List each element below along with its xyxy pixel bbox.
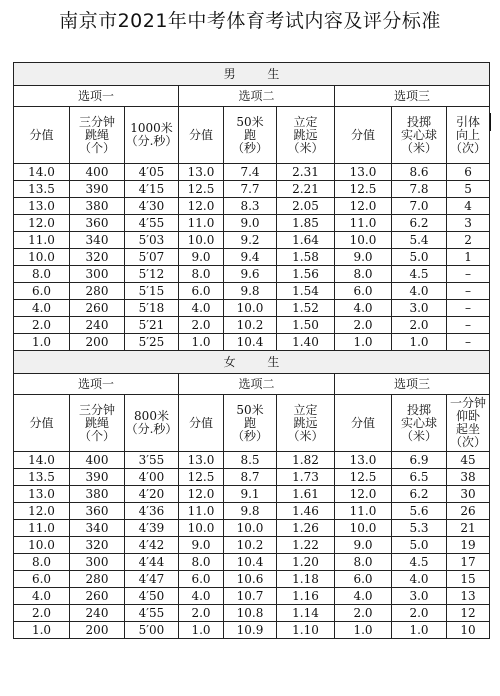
female-header-line: 实心球: [400, 415, 437, 430]
table-cell: 380: [70, 198, 125, 215]
table-cell: 3.0: [392, 588, 447, 605]
male-column-header: [447, 107, 490, 164]
table-cell: 13.0: [179, 164, 224, 181]
table-cell: 26: [447, 503, 490, 520]
table-row: [14, 571, 490, 588]
table-cell: 13.0: [14, 198, 70, 215]
female-section-label: 女 生: [223, 354, 294, 369]
table-cell: 400: [70, 452, 125, 469]
table-cell: 260: [70, 300, 125, 317]
table-cell: 9.0: [335, 249, 392, 266]
table-cell: 13.0: [179, 452, 224, 469]
table-cell: 1.16: [277, 588, 335, 605]
table-cell: 1.26: [277, 520, 335, 537]
female-options-row: [14, 374, 490, 395]
female-column-header: [392, 395, 447, 452]
table-cell: 240: [70, 605, 125, 622]
table-cell: 4.0: [392, 283, 447, 300]
table-cell: 2.0: [392, 317, 447, 334]
table-cell: 6.0: [335, 571, 392, 588]
table-cell: 8.6: [392, 164, 447, 181]
page-title: 南京市2021年中考体育考试内容及评分标准: [59, 10, 441, 32]
table-cell: 11.0: [335, 215, 392, 232]
female-header-line: （次）: [450, 435, 487, 449]
table-cell: 1.82: [277, 452, 335, 469]
male-section-title: [14, 63, 490, 86]
table-cell: 1.54: [277, 283, 335, 300]
table-cell: 2.05: [277, 198, 335, 215]
table-cell: 10.0: [14, 537, 70, 554]
male-header-line: 分值: [350, 127, 375, 142]
table-cell: 7.7: [224, 181, 277, 198]
female-header-line: 分值: [29, 415, 54, 430]
table-cell: 2: [447, 232, 490, 249]
table-row: [14, 486, 490, 503]
male-column-header: [125, 107, 179, 164]
table-cell: 1.14: [277, 605, 335, 622]
table-row: [14, 588, 490, 605]
male-options-row: [14, 86, 490, 107]
table-cell: 10.0: [179, 520, 224, 537]
female-header-line: 分值: [350, 415, 375, 430]
table-cell: 10: [447, 622, 490, 639]
table-cell: 5.4: [392, 232, 447, 249]
male-header-row: [14, 107, 490, 164]
table-row: [14, 503, 490, 520]
table-cell: 280: [70, 571, 125, 588]
female-header-line: 立定: [293, 402, 318, 417]
table-cell: 4′55: [125, 215, 179, 232]
table-row: [14, 164, 490, 181]
table-cell: 340: [70, 520, 125, 537]
table-cell: 13.5: [14, 181, 70, 198]
table-cell: 4′00: [125, 469, 179, 486]
table-cell: 2.0: [179, 605, 224, 622]
table-cell: 200: [70, 334, 125, 351]
female-option-1: 选项一: [14, 374, 179, 395]
table-row: [14, 520, 490, 537]
table-cell: 8.0: [179, 554, 224, 571]
male-header-line: 三分钟: [78, 114, 115, 129]
table-cell: 7.0: [392, 198, 447, 215]
male-column-header: [277, 107, 335, 164]
scoring-table: [13, 62, 490, 639]
table-cell: 320: [70, 249, 125, 266]
table-cell: 4′55: [125, 605, 179, 622]
male-section-label: 男 生: [223, 66, 294, 81]
female-header-line: 一分钟: [450, 396, 487, 410]
table-cell: 13.0: [335, 164, 392, 181]
table-cell: 13: [447, 588, 490, 605]
table-cell: 11.0: [335, 503, 392, 520]
table-cell: 1.46: [277, 503, 335, 520]
table-cell: 200: [70, 622, 125, 639]
table-cell: 17: [447, 554, 490, 571]
table-cell: 3: [447, 215, 490, 232]
table-cell: 1.0: [335, 334, 392, 351]
table-cell: 9.0: [224, 215, 277, 232]
table-row: [14, 283, 490, 300]
table-cell: 2.0: [335, 605, 392, 622]
male-header-line: （米）: [400, 140, 437, 155]
male-title-row: [14, 63, 490, 86]
female-header-line: 50米: [236, 402, 264, 417]
male-header-line: 分值: [29, 127, 54, 142]
table-row: [14, 537, 490, 554]
male-header-line: 50米: [236, 114, 264, 129]
table-cell: 10.0: [224, 300, 277, 317]
table-cell: 1.0: [392, 334, 447, 351]
table-cell: 1.20: [277, 554, 335, 571]
table-cell: 1.58: [277, 249, 335, 266]
table-cell: 2.31: [277, 164, 335, 181]
table-cell: 8.0: [335, 266, 392, 283]
table-cell: 2.0: [14, 605, 70, 622]
male-header-line: 跳远: [293, 127, 318, 142]
table-cell: 12.0: [335, 486, 392, 503]
table-cell: 1.10: [277, 622, 335, 639]
female-section-title: [14, 351, 490, 374]
table-cell: 4.0: [179, 300, 224, 317]
table-cell: 5.0: [392, 249, 447, 266]
table-cell: 7.4: [224, 164, 277, 181]
table-cell: 3′55: [125, 452, 179, 469]
table-cell: 4′20: [125, 486, 179, 503]
table-cell: 5′00: [125, 622, 179, 639]
table-cell: 260: [70, 588, 125, 605]
table-cell: 14.0: [14, 164, 70, 181]
table-cell: 1.56: [277, 266, 335, 283]
table-cell: 12.5: [335, 469, 392, 486]
table-cell: 11.0: [179, 215, 224, 232]
table-cell: 400: [70, 164, 125, 181]
table-cell: 2.0: [392, 605, 447, 622]
table-cell: 5′07: [125, 249, 179, 266]
male-header-line: 立定: [293, 114, 318, 129]
table-cell: 4′47: [125, 571, 179, 588]
female-title-row: [14, 351, 490, 374]
table-cell: 4′36: [125, 503, 179, 520]
table-cell: 390: [70, 181, 125, 198]
female-header-line: 分值: [188, 415, 213, 430]
table-cell: 6.2: [392, 215, 447, 232]
table-cell: 5′25: [125, 334, 179, 351]
table-cell: 2.21: [277, 181, 335, 198]
table-row: [14, 181, 490, 198]
table-cell: 12.0: [179, 486, 224, 503]
male-header-line: （秒）: [231, 140, 268, 155]
table-cell: 4.0: [14, 300, 70, 317]
female-header-line: （个）: [78, 428, 115, 443]
table-cell: 1: [447, 249, 490, 266]
table-cell: 10.2: [224, 317, 277, 334]
table-cell: 13.5: [14, 469, 70, 486]
table-cell: 12.0: [14, 503, 70, 520]
table-cell: 9.6: [224, 266, 277, 283]
table-cell: 30: [447, 486, 490, 503]
table-cell: 11.0: [14, 520, 70, 537]
table-row: [14, 317, 490, 334]
table-cell: 9.0: [179, 537, 224, 554]
table-cell: 1.0: [179, 334, 224, 351]
female-header-line: （米）: [400, 428, 437, 443]
table-cell: 45: [447, 452, 490, 469]
table-cell: 8.0: [14, 266, 70, 283]
table-cell: –: [447, 283, 490, 300]
table-cell: 4.0: [335, 300, 392, 317]
table-cell: 15: [447, 571, 490, 588]
table-cell: 5: [447, 181, 490, 198]
table-cell: 12.0: [335, 198, 392, 215]
table-cell: 1.0: [14, 622, 70, 639]
table-cell: 1.64: [277, 232, 335, 249]
female-header-line: 投掷: [406, 402, 431, 417]
table-cell: 1.22: [277, 537, 335, 554]
table-cell: 300: [70, 266, 125, 283]
table-cell: 8.7: [224, 469, 277, 486]
table-cell: 10.2: [224, 537, 277, 554]
female-header-line: 三分钟: [78, 402, 115, 417]
table-row: [14, 266, 490, 283]
table-cell: 4′15: [125, 181, 179, 198]
table-cell: 4′39: [125, 520, 179, 537]
male-header-line: 1000米: [130, 121, 173, 135]
table-cell: 12.0: [14, 215, 70, 232]
table-row: [14, 215, 490, 232]
table-cell: 1.40: [277, 334, 335, 351]
male-header-line: 投掷: [406, 114, 431, 129]
table-cell: 10.0: [335, 232, 392, 249]
table-cell: 4: [447, 198, 490, 215]
table-cell: 9.0: [335, 537, 392, 554]
table-cell: 5′15: [125, 283, 179, 300]
table-cell: 3.0: [392, 300, 447, 317]
table-cell: 4′42: [125, 537, 179, 554]
table-cell: 21: [447, 520, 490, 537]
male-column-header: [179, 107, 224, 164]
table-row: [14, 198, 490, 215]
table-cell: 7.8: [392, 181, 447, 198]
table-cell: 240: [70, 317, 125, 334]
table-row: [14, 622, 490, 639]
male-option-2: 选项二: [179, 86, 335, 107]
female-option-2: 选项二: [179, 374, 335, 395]
table-cell: 320: [70, 537, 125, 554]
female-header-line: 800米: [134, 409, 169, 423]
table-row: [14, 605, 490, 622]
table-cell: 1.0: [335, 622, 392, 639]
male-header-line: 跑: [243, 127, 256, 142]
table-cell: 1.85: [277, 215, 335, 232]
table-cell: 300: [70, 554, 125, 571]
table-row: [14, 232, 490, 249]
table-cell: 1.73: [277, 469, 335, 486]
table-cell: 6.0: [14, 571, 70, 588]
male-column-header: [335, 107, 392, 164]
table-cell: 10.0: [224, 520, 277, 537]
table-cell: 11.0: [179, 503, 224, 520]
table-cell: 4.0: [392, 571, 447, 588]
table-row: [14, 249, 490, 266]
male-header-line: （米）: [287, 140, 324, 155]
female-header-line: 跑: [243, 415, 256, 430]
table-cell: 10.4: [224, 554, 277, 571]
table-cell: 6.0: [179, 571, 224, 588]
table-cell: 10.8: [224, 605, 277, 622]
table-cell: 8.5: [224, 452, 277, 469]
female-header-row: [14, 395, 490, 452]
table-cell: 4′50: [125, 588, 179, 605]
table-cell: 360: [70, 503, 125, 520]
female-column-header: [277, 395, 335, 452]
male-column-header: [14, 107, 70, 164]
table-cell: 2.0: [179, 317, 224, 334]
male-section: [14, 63, 490, 351]
table-cell: 14.0: [14, 452, 70, 469]
male-header-line: （分.秒）: [125, 134, 178, 148]
table-cell: 360: [70, 215, 125, 232]
table-cell: 38: [447, 469, 490, 486]
table-cell: 5′12: [125, 266, 179, 283]
table-cell: 4′30: [125, 198, 179, 215]
table-cell: 5.3: [392, 520, 447, 537]
female-column-header: [447, 395, 490, 452]
male-option-1: 选项一: [14, 86, 179, 107]
table-row: [14, 469, 490, 486]
table-cell: 10.9: [224, 622, 277, 639]
female-section: [14, 351, 490, 639]
table-cell: 390: [70, 469, 125, 486]
table-cell: 12.5: [179, 181, 224, 198]
table-cell: 5′21: [125, 317, 179, 334]
table-cell: 9.8: [224, 283, 277, 300]
female-column-header: [14, 395, 70, 452]
table-cell: 12.5: [335, 181, 392, 198]
table-cell: 4′44: [125, 554, 179, 571]
table-cell: 6.0: [179, 283, 224, 300]
table-cell: 6.0: [14, 283, 70, 300]
table-cell: 4.0: [14, 588, 70, 605]
table-cell: 6.2: [392, 486, 447, 503]
table-cell: 4.0: [179, 588, 224, 605]
table-cell: 8.0: [335, 554, 392, 571]
table-cell: 6.5: [392, 469, 447, 486]
table-cell: 8.0: [179, 266, 224, 283]
table-cell: –: [447, 334, 490, 351]
table-cell: 6.9: [392, 452, 447, 469]
table-cell: 4.5: [392, 554, 447, 571]
female-header-line: （米）: [287, 428, 324, 443]
female-header-line: 仰卧: [456, 409, 481, 423]
table-cell: 4.0: [335, 588, 392, 605]
table-cell: 1.0: [392, 622, 447, 639]
table-cell: 13.0: [14, 486, 70, 503]
male-header-line: 跳绳: [84, 127, 109, 142]
table-cell: 12: [447, 605, 490, 622]
table-cell: 1.50: [277, 317, 335, 334]
table-cell: 8.0: [14, 554, 70, 571]
male-option-3: 选项三: [335, 86, 490, 107]
male-column-header: [392, 107, 447, 164]
table-cell: 10.7: [224, 588, 277, 605]
table-cell: 340: [70, 232, 125, 249]
table-cell: 19: [447, 537, 490, 554]
male-header-line: （个）: [78, 140, 115, 155]
male-header-line: 实心球: [400, 127, 437, 142]
female-column-header: [179, 395, 224, 452]
table-cell: 2.0: [14, 317, 70, 334]
female-option-3: 选项三: [335, 374, 490, 395]
table-cell: 2.0: [335, 317, 392, 334]
table-cell: 380: [70, 486, 125, 503]
table-cell: –: [447, 300, 490, 317]
female-header-line: 跳绳: [84, 415, 109, 430]
table-cell: 10.0: [179, 232, 224, 249]
table-cell: 1.18: [277, 571, 335, 588]
table-row: [14, 334, 490, 351]
table-cell: 12.5: [179, 469, 224, 486]
table-cell: 4′05: [125, 164, 179, 181]
table-cell: 280: [70, 283, 125, 300]
table-cell: 1.0: [14, 334, 70, 351]
table-cell: 13.0: [335, 452, 392, 469]
table-cell: 1.52: [277, 300, 335, 317]
table-row: [14, 300, 490, 317]
table-cell: 6.0: [335, 283, 392, 300]
table-cell: 1.0: [179, 622, 224, 639]
female-column-header: [125, 395, 179, 452]
table-cell: 9.1: [224, 486, 277, 503]
table-cell: 6: [447, 164, 490, 181]
male-header-line: （次）: [450, 140, 487, 155]
female-header-line: （秒）: [231, 428, 268, 443]
table-cell: 5.0: [392, 537, 447, 554]
male-column-header: [70, 107, 125, 164]
table-cell: 9.0: [179, 249, 224, 266]
table-cell: 11.0: [14, 232, 70, 249]
female-column-header: [335, 395, 392, 452]
table-cell: 10.0: [14, 249, 70, 266]
table-cell: 9.2: [224, 232, 277, 249]
table-cell: 9.8: [224, 503, 277, 520]
table-cell: 4.5: [392, 266, 447, 283]
female-header-line: 跳远: [293, 415, 318, 430]
male-header-line: 引体: [456, 114, 481, 129]
table-cell: 5′03: [125, 232, 179, 249]
table-row: [14, 554, 490, 571]
table-cell: –: [447, 266, 490, 283]
table-cell: 10.0: [335, 520, 392, 537]
table-cell: 5′18: [125, 300, 179, 317]
male-header-line: 分值: [188, 127, 213, 142]
female-header-line: 起坐: [456, 422, 481, 436]
table-cell: 12.0: [179, 198, 224, 215]
female-column-header: [70, 395, 125, 452]
female-column-header: [224, 395, 277, 452]
male-column-header: [224, 107, 277, 164]
table-cell: 8.3: [224, 198, 277, 215]
male-header-line: 向上: [456, 127, 481, 142]
table-cell: 10.6: [224, 571, 277, 588]
table-row: [14, 452, 490, 469]
female-header-line: （分.秒）: [125, 422, 178, 436]
table-cell: 9.4: [224, 249, 277, 266]
table-cell: 1.61: [277, 486, 335, 503]
table-cell: 10.4: [224, 334, 277, 351]
table-cell: –: [447, 317, 490, 334]
table-cell: 5.6: [392, 503, 447, 520]
